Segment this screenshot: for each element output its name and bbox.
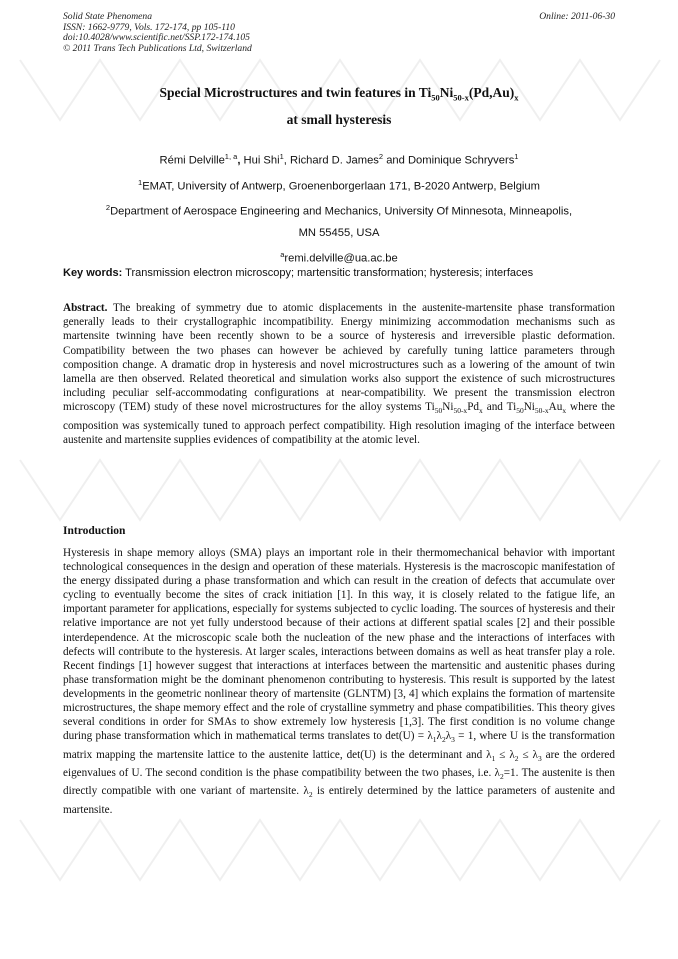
doi-line[interactable]: doi:10.4028/www.scientific.net/SSP.172-174.105 (63, 32, 250, 44)
affiliation-2: $^2$Department of Aerospace Engineering and Mechanics, University Of Minnesota, Minneapolis, (105, 203, 573, 219)
title-line-2: at small hysteresis (286, 111, 392, 127)
author-block (30, 146, 648, 270)
abstract-label: Abstract. (63, 302, 108, 314)
email[interactable]: $^a$remi.delville@ua.ac.be (280, 250, 398, 265)
page-header (63, 12, 615, 54)
copyright-line: © 2011 Trans Tech Publications Ltd, Switzerland (63, 42, 252, 54)
keywords (63, 266, 615, 280)
keywords-text: Transmission electron microscopy; martensitic transformation; hysteresis; interfaces (125, 267, 534, 279)
online-date: Online: 2011-06-30 (539, 11, 615, 22)
author-schryvers: Dominique Schryvers (407, 154, 515, 167)
author-james: Richard D. James (290, 154, 379, 167)
paper-title (40, 82, 638, 131)
keywords-label: Key words: (63, 267, 123, 279)
section-heading-introduction: Introduction (63, 525, 126, 537)
journal-name: Solid State Phenomena (63, 11, 152, 22)
abstract: Abstract. The breaking of symmetry due to atomic displacements in the austenite-martensite phase transformation generally leads to their crystallographic incompatibility. Energy minimizing accommodation mechanisms such as martensite twinning have been recently shown to be a source of hysteresis and irreversible plastic deformation. Compatibility between the two phases can however be achieved by carefully tuning lattice parameters through composition change. A dramatic drop in hysteresis and novel microstructures such as a lowering of the amount of twin lamella are then observed. Related theoretical and simulation works also support the existence of such microstructures including peculiar self-accommodating configurations at near-compatibility. We present the transmission electron microscopy (TEM) study of these novel microstructures for the alloy systems $Ti_{50}Ni_{50-x}Pd_x$ and $Ti_{50}Ni_{50-x}Au_x$ where the composition was systemically tuned to approach perfect compatibility. High resolution imaging of the interface between austenite and martensite supplies evidences of compatibility at the atomic level. (63, 302, 616, 447)
title-line-1: Special Microstructures and twin features in $Ti_{50}Ni_{50-x}(Pd,Au)_x$ (159, 85, 519, 103)
introduction-body: Hysteresis in shape memory alloys (SMA) plays an important role in their thermomechanical behavior with important technological consequences in the design and operation of these materials. Hysteresis is the macroscopic manifestation of the energy dissipated during a phase transformation and which can result in the creation of defects that accumulate over cycling to eventually become the sites of crack initiation [1]. In this way, it is closely related to the fatigue life, an important parameter for applications, especially for systems subjected to cyclic loading. The sources of hysteresis and their relative importance are not yet fully understood because of their actions at different spatial scales [2] and their possible interdependence. At the microscopic scale both the nucleation of the new phase and the interactions of interfaces with defects will contribute to the hysteresis. At larger scales, interactions between domains as well as heat transfer play a role. Recent findings [1] however suggest that interactions at interfaces between the martensitic and austenitic phases during phase transformation might be the dominant phenomenon contributing to hysteresis. This result is supported by the latest developments in the geometric nonlinear theory of martensite (GLNTM) [3, 4] which explains the formation of martensite microstructures, the shape memory effect and the role of crystalline symmetry and phase compatibilities. This theory gives several conditions in order for SMAs to show extremely low hysteresis [1,3]. The first condition is no volume change during phase transformation which in mathematical terms translates to $\det(U) = \lambda_1\lambda_2\lambda_3 = 1$, where U is the transformation matrix mapping the martensite lattice to the austenite lattice, det(U) is the determinant and $\lambda_1 \le \lambda_2 \le \lambda_3$ are the ordered eigenvalues of U. The second condition is the phase compatibility between the two phases, i.e. $\lambda_2=1$. The austenite is then directly compatible with one variant of martensite. $\lambda_2$ is entirely determined by the lattice parameters of austenite and martensite. (63, 547, 615, 816)
affiliation-2-cont: MN 55455, USA (298, 227, 380, 240)
author-delville: Rémi Delville (159, 154, 225, 167)
affiliation-1: $^1$EMAT, University of Antwerp, Groenenborgerlaan 171, B-2020 Antwerp, Belgium (138, 177, 540, 193)
author-list: Rémi Delville$^{1, a}$, Hui Shi$^1$, Richard D. James$^2$ and Dominique Schryvers$^1$ (159, 152, 519, 167)
author-shi: Hui Shi (243, 154, 280, 167)
issn-line: ISSN: 1662-9779, Vols. 172-174, pp 105-110 (63, 21, 235, 33)
